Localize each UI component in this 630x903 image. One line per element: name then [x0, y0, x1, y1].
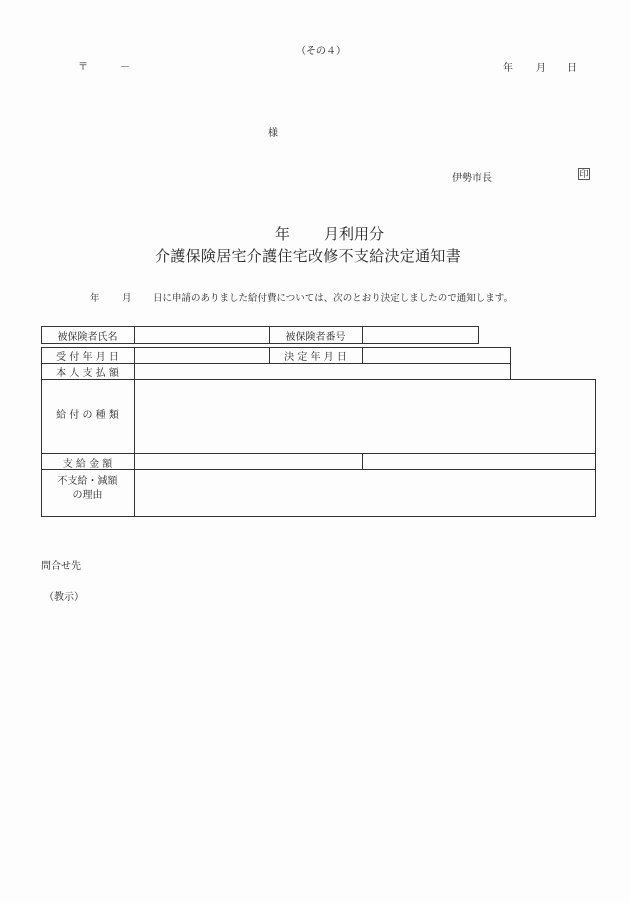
reason-label-line1: 不支給・減額: [57, 476, 118, 487]
title-year: 年: [275, 225, 291, 243]
divider: [362, 326, 363, 344]
date-month: 月: [536, 63, 546, 74]
contact-label: 問合せ先: [41, 561, 81, 572]
insured-name-label: 被保険者氏名: [57, 332, 118, 343]
divider: [362, 347, 363, 363]
reason-label-line2: の理由: [72, 490, 103, 501]
issuer-name: 伊勢市長: [452, 173, 492, 184]
honorific: 様: [268, 128, 278, 139]
intro-text: 日に申請のありました給付費については、次のとおり決定しましたので通知します。: [153, 293, 514, 304]
divider: [134, 379, 135, 517]
seal-icon: 印: [579, 170, 589, 180]
intro-year: 年: [90, 293, 100, 304]
date-day: 日: [567, 63, 577, 74]
instruction-label: （教示）: [44, 592, 84, 603]
decision-date-label: 決 定 年 月 日: [284, 352, 347, 363]
self-payment-label: 本 人 支 払 額: [56, 368, 119, 379]
form-number: （その４）: [296, 46, 346, 57]
benefit-type-label: 給 付 の 種 類: [56, 410, 119, 421]
postal-dash: －: [120, 62, 130, 73]
title-month-usage: 月利用分: [324, 225, 385, 243]
document-title: 介護保険居宅介護住宅改修不支給決定通知書: [155, 247, 462, 265]
intro-month: 月: [122, 293, 132, 304]
divider: [134, 347, 135, 380]
divider: [41, 453, 596, 454]
payment-amount-label: 支 給 金 額: [62, 459, 113, 470]
divider: [134, 326, 135, 344]
received-date-label: 受 付 年 月 日: [56, 352, 119, 363]
insured-number-label: 被保険者番号: [285, 332, 346, 343]
divider: [362, 453, 363, 469]
postal-mark: 〒: [78, 62, 88, 73]
date-year: 年: [503, 63, 513, 74]
